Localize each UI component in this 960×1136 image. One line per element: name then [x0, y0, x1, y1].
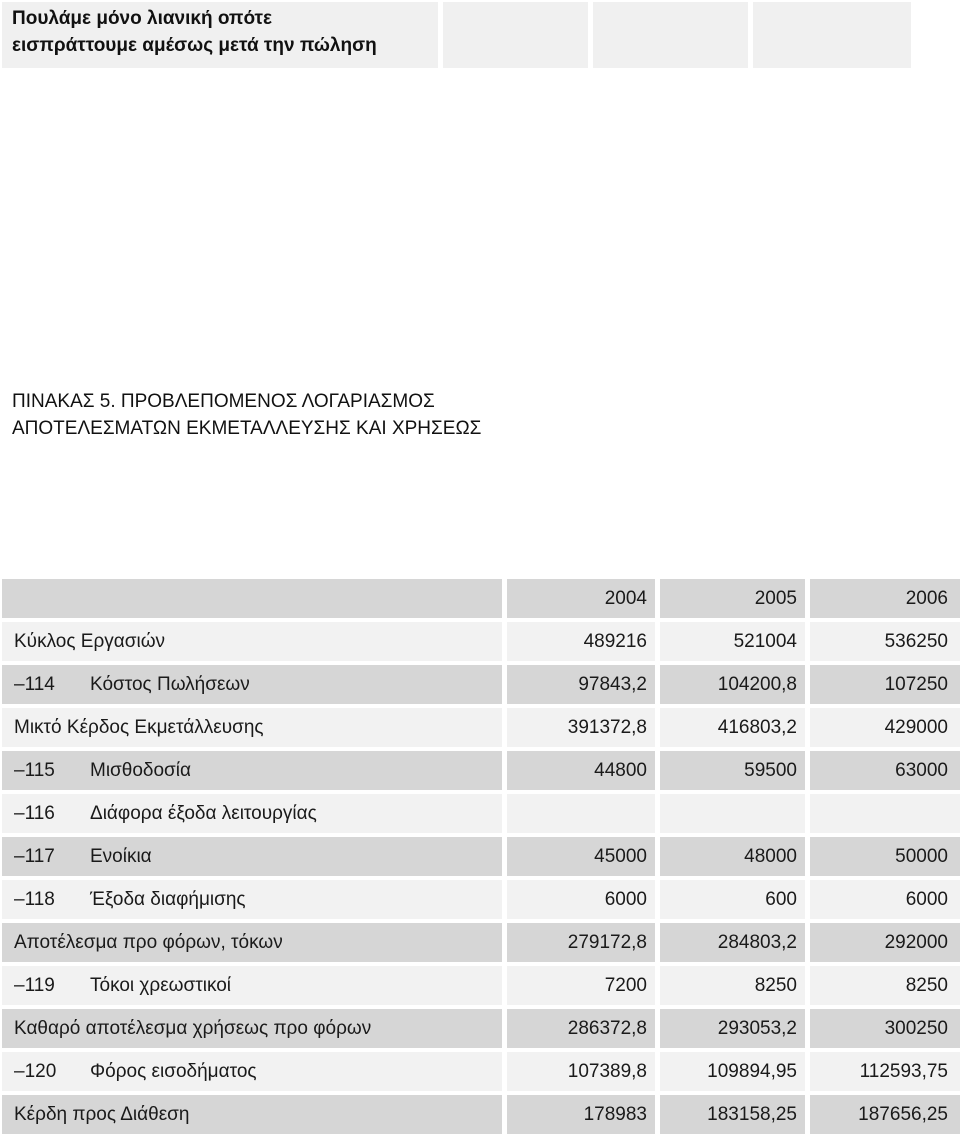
- value-cell-2005: 104200,8: [660, 665, 805, 704]
- value-cell-2005: 293053,2: [660, 1009, 805, 1048]
- top-note-line-2: εισπράττουμε αμέσως μετά την πώληση: [12, 35, 377, 56]
- value-cell-2006: [810, 794, 960, 833]
- value-cell-2004: 489216: [507, 622, 655, 661]
- header-year-2006: 2006: [810, 579, 960, 618]
- value-cell-2005: 521004: [660, 622, 805, 661]
- value-cell-2006: 112593,75: [810, 1052, 960, 1091]
- account-code: –118: [14, 889, 55, 910]
- account-code: –114: [14, 674, 55, 695]
- row-label-cell: [2, 837, 502, 876]
- account-code: –115: [14, 760, 55, 781]
- table-row: [2, 878, 960, 921]
- value-cell-2005: 183158,25: [660, 1095, 805, 1134]
- table-header-row: [2, 577, 960, 620]
- top-empty-cell: [753, 2, 911, 68]
- header-year-2004: 2004: [507, 579, 655, 618]
- top-empty-cell: [593, 2, 748, 68]
- value-cell-2004: 391372,8: [507, 708, 655, 747]
- top-note: [12, 5, 432, 59]
- row-label-cell: [2, 1009, 502, 1048]
- row-label-cell: [2, 1095, 502, 1134]
- table-title-line-1: ΠΙΝΑΚΑΣ 5. ΠΡΟΒΛΕΠΟΜΕΝΟΣ ΛΟΓΑΡΙΑΣΜΟΣ: [12, 391, 435, 412]
- table-row: [2, 749, 960, 792]
- value-cell-2006: 187656,25: [810, 1095, 960, 1134]
- row-label: Καθαρό αποτέλεσμα χρήσεως προ φόρων: [14, 1018, 372, 1039]
- value-cell-2004: 7200: [507, 966, 655, 1005]
- value-cell-2004: 279172,8: [507, 923, 655, 962]
- value-cell-2005: 600: [660, 880, 805, 919]
- table-row: [2, 663, 960, 706]
- value-cell-2004: 97843,2: [507, 665, 655, 704]
- value-cell-2004: 6000: [507, 880, 655, 919]
- row-label: Διάφορα έξοδα λειτουργίας: [90, 803, 317, 824]
- row-label-cell: [2, 708, 502, 747]
- row-label: Κόστος Πωλήσεων: [90, 674, 250, 695]
- table-row: [2, 706, 960, 749]
- row-label: Ενοίκια: [90, 846, 152, 867]
- row-label: Έξοδα διαφήμισης: [90, 889, 246, 910]
- account-code: –119: [14, 975, 55, 996]
- row-label: Κύκλος Εργασιών: [14, 631, 166, 652]
- table-row: [2, 921, 960, 964]
- row-label: Φόρος εισοδήματος: [90, 1061, 257, 1082]
- value-cell-2006: 429000: [810, 708, 960, 747]
- row-label-cell: [2, 880, 502, 919]
- header-year-2005: 2005: [660, 579, 805, 618]
- top-empty-cell: [443, 2, 588, 68]
- table-row: [2, 964, 960, 1007]
- top-note-line-1: Πουλάμε μόνο λιανική οπότε: [12, 8, 273, 29]
- value-cell-2006: 50000: [810, 837, 960, 876]
- value-cell-2006: 107250: [810, 665, 960, 704]
- row-label: Τόκοι χρεωστικοί: [90, 975, 232, 996]
- value-cell-2006: 8250: [810, 966, 960, 1005]
- table-title-line-2: ΑΠΟΤΕΛΕΣΜΑΤΩΝ ΕΚΜΕΤΑΛΛΕΥΣΗΣ ΚΑΙ ΧΡΗΣΕΩΣ: [12, 418, 482, 439]
- value-cell-2005: 109894,95: [660, 1052, 805, 1091]
- top-note-strip: [0, 0, 912, 69]
- row-label-cell: [2, 751, 502, 790]
- account-code: –120: [14, 1061, 57, 1082]
- table-title: [12, 388, 912, 442]
- value-cell-2005: [660, 794, 805, 833]
- income-statement-table: [2, 577, 960, 1136]
- value-cell-2005: 48000: [660, 837, 805, 876]
- row-label-cell: [2, 665, 502, 704]
- account-code: –117: [14, 846, 55, 867]
- value-cell-2004: 178983: [507, 1095, 655, 1134]
- row-label-cell: [2, 966, 502, 1005]
- value-cell-2006: 292000: [810, 923, 960, 962]
- value-cell-2006: 63000: [810, 751, 960, 790]
- table-row: [2, 620, 960, 663]
- row-label-cell: [2, 923, 502, 962]
- table-row: [2, 792, 960, 835]
- row-label: Αποτέλεσμα προ φόρων, τόκων: [14, 932, 283, 953]
- table-row: [2, 1093, 960, 1136]
- value-cell-2005: 284803,2: [660, 923, 805, 962]
- value-cell-2004: 45000: [507, 837, 655, 876]
- table-row: [2, 835, 960, 878]
- row-label: Μισθοδοσία: [90, 760, 191, 781]
- value-cell-2004: 286372,8: [507, 1009, 655, 1048]
- row-label-cell: [2, 794, 502, 833]
- row-label-cell: [2, 1052, 502, 1091]
- row-label-cell: [2, 622, 502, 661]
- value-cell-2004: 107389,8: [507, 1052, 655, 1091]
- value-cell-2004: 44800: [507, 751, 655, 790]
- table-row: [2, 1050, 960, 1093]
- value-cell-2006: 300250: [810, 1009, 960, 1048]
- row-label: Κέρδη προς Διάθεση: [14, 1104, 190, 1125]
- value-cell-2006: 6000: [810, 880, 960, 919]
- value-cell-2004: [507, 794, 655, 833]
- value-cell-2005: 416803,2: [660, 708, 805, 747]
- table-row: [2, 1007, 960, 1050]
- account-code: –116: [14, 803, 55, 824]
- row-label: Μικτό Κέρδος Εκμετάλλευσης: [14, 717, 264, 738]
- value-cell-2005: 59500: [660, 751, 805, 790]
- value-cell-2006: 536250: [810, 622, 960, 661]
- value-cell-2005: 8250: [660, 966, 805, 1005]
- header-label-cell: [2, 579, 502, 618]
